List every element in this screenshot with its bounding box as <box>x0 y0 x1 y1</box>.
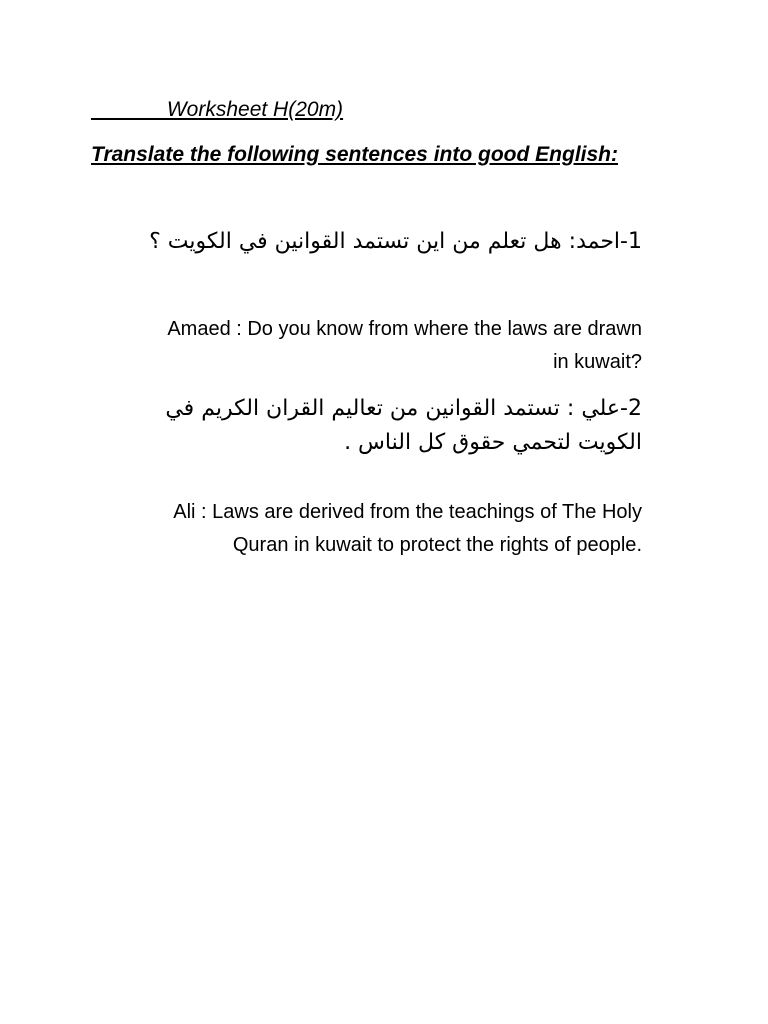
question-2-english <box>91 496 642 562</box>
question-1-english-line-1: Amaed : Do you know from where the laws are drawn <box>167 318 642 340</box>
worksheet-instruction: Translate the following sentences into good English: <box>91 143 618 166</box>
question-2-english-line-2: .Quran in kuwait to protect the rights of people <box>232 534 642 556</box>
question-2-english-line-1: Ali : Laws are derived from the teachings of The Holy <box>173 501 642 523</box>
worksheet-title: Worksheet H(20m) <box>91 98 344 121</box>
question-1-english-line-2: ?in kuwait <box>553 351 642 373</box>
question-2-arabic-line-2: الكويت لتحمي حقوق كل الناس . <box>344 430 642 455</box>
question-2-arabic-line-1: 2-علي : تستمد القوانين من تعاليم القران الكريم في <box>165 396 642 421</box>
question-1-arabic: 1-احمد: هل تعلم من اين تستمد القوانين في الكويت ؟ <box>149 229 642 254</box>
question-1-english <box>91 313 642 379</box>
question-2-arabic <box>91 392 642 460</box>
